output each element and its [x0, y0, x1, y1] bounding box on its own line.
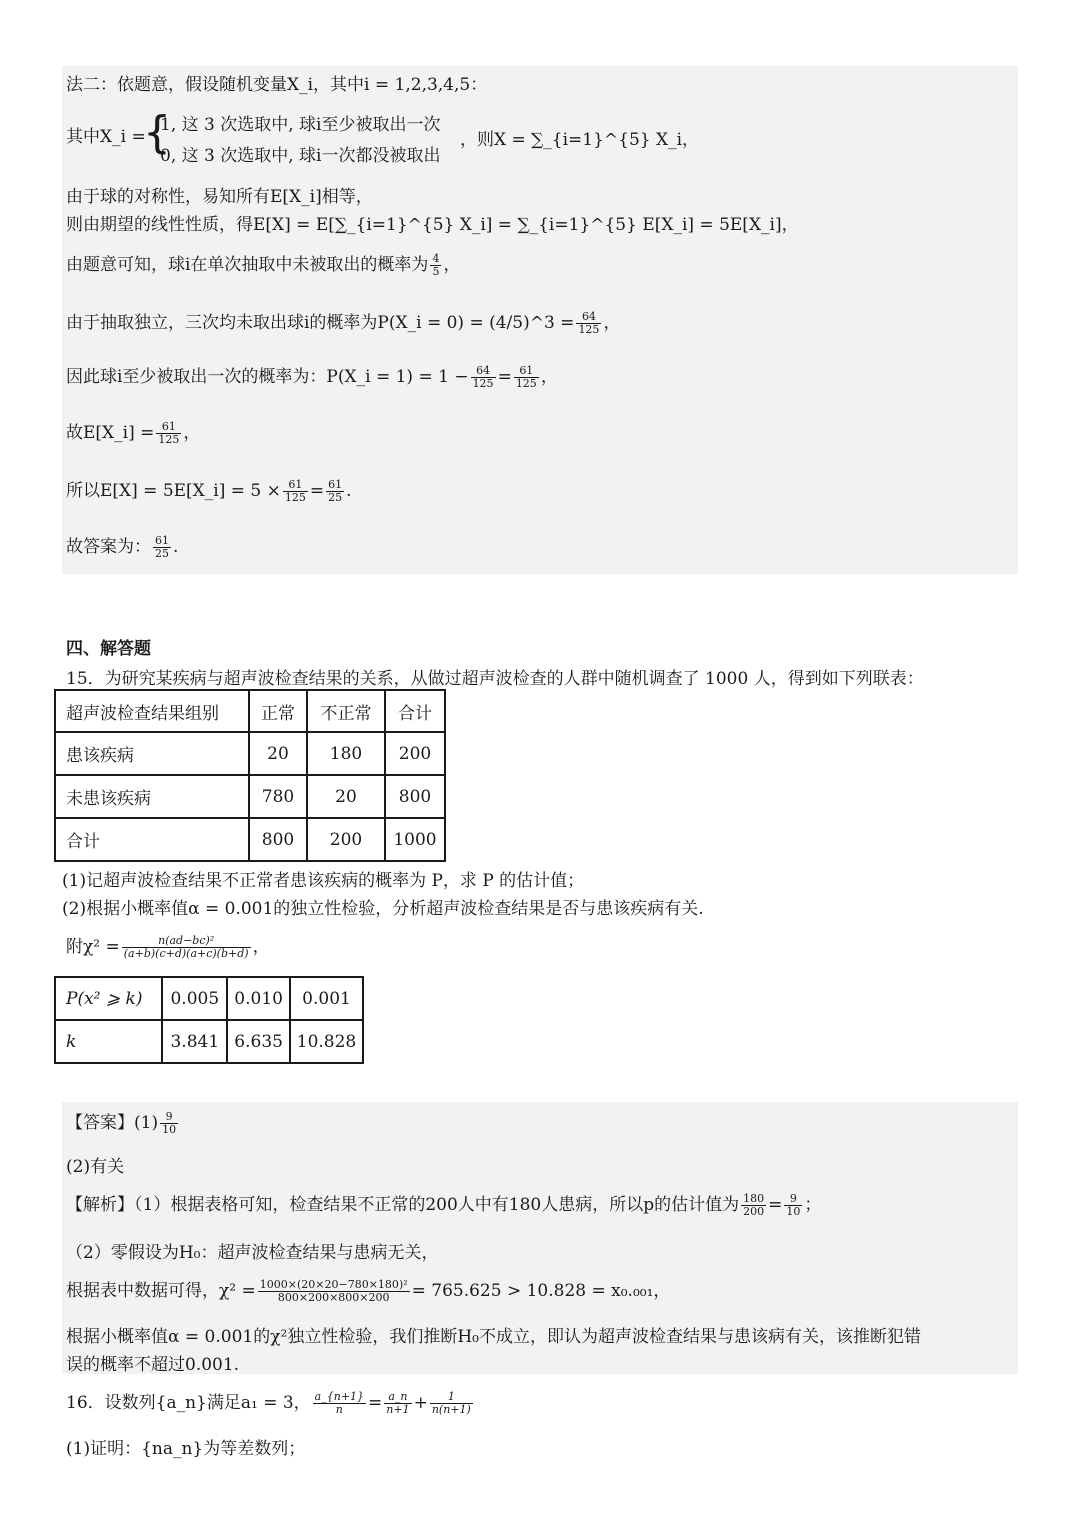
- question-16-part1: (1)证明：{na_n}为等差数列；: [66, 1439, 306, 1459]
- table-row: [55, 732, 445, 775]
- table-cell: 正常: [249, 690, 307, 732]
- method2-line7: 因此球i至少被取出一次的概率为：P(X_i = 1) = 1 − $\frac{64}{125}$ = $\frac{61}{125}$ ，: [66, 364, 558, 390]
- fraction: $\frac{1}{n(n+1)}$: [431, 1390, 471, 1416]
- q15-part2: (2)根据小概率值α = 0.001的独立性检验，分析超声波检查结果是否与患该疾病有关.: [62, 899, 704, 919]
- table-cell: 800: [249, 818, 307, 861]
- solution-line2: （2）零假设为H₀：超声波检查结果与患病无关，: [66, 1243, 439, 1263]
- method2-line2-prefix: 其中X_i =: [66, 127, 146, 147]
- table-cell: 不正常: [307, 690, 385, 732]
- table-cell: 20: [307, 775, 385, 818]
- method2-case1: 1, 这 3 次选取中, 球i至少被取出一次: [160, 115, 441, 135]
- question-16: 16．设数列{a_n}满足a₁ = 3， $\frac{a\_\{n+1\}}{n}$ = $\frac{a\_n}{n+1}$ + $\frac{1}{n(n+1)}$: [66, 1390, 471, 1416]
- table-cell: 3.841: [162, 1020, 227, 1063]
- fraction: $\frac{9}{10}$: [162, 1110, 177, 1136]
- method2-line2-suffix: ，则X = ∑_{i=1}^{5} X_i，: [460, 130, 700, 150]
- fraction: $\frac{61}{125}$: [158, 420, 180, 446]
- table-cell: 0.010: [227, 977, 290, 1020]
- fraction: $\frac{180}{200}$: [743, 1192, 765, 1218]
- method2-case0: 0, 这 3 次选取中, 球i一次都没被取出: [160, 146, 441, 166]
- solution-line5: 误的概率不超过0.001.: [66, 1355, 240, 1375]
- fraction: $\frac{\text{n(ad−bc)²}}{(a+b)(c+d)(a+c)(b+d)}$: [123, 934, 249, 960]
- brace-symbol: {: [143, 107, 171, 158]
- solution-line4: 根据小概率值α = 0.001的χ²独立性检验，我们推断H₀不成立，即认为超声波检查结果与患该病有关，该推断犯错: [66, 1327, 921, 1347]
- table-row: [55, 1020, 363, 1063]
- method2-line4: 则由期望的线性性质，得E[X] = E[∑_{i=1}^{5} X_i] = ∑_{i=1}^{5} E[X_i] = 5E[X_i]，: [66, 215, 799, 235]
- fraction: $\frac{a\_\{n+1\}}{n}$: [314, 1390, 365, 1416]
- table-cell: 1000: [385, 818, 445, 861]
- answer-line1: 【答案】(1) $\frac{9}{10}$: [66, 1110, 177, 1136]
- fraction: $\frac{a\_n}{n+1}$: [386, 1390, 410, 1416]
- section-heading: 四、解答题: [66, 639, 151, 659]
- table-row: [55, 775, 445, 818]
- table-cell: 患该疾病: [55, 732, 249, 775]
- table-cell: 200: [307, 818, 385, 861]
- table-cell: 超声波检查结果组别: [55, 690, 249, 732]
- fraction: $\frac{9}{10}$: [786, 1192, 801, 1218]
- table-cell: 未患该疾病: [55, 775, 249, 818]
- fraction: $\frac{61}{25}$: [328, 478, 343, 504]
- chi-square-formula: 附χ² = $\frac{\text{n(ad−bc)²}}{(a+b)(c+d)(a+c)(b+d)}$ ，: [66, 934, 270, 960]
- method2-line9: 所以E[X] = 5E[X_i] = 5 × $\frac{61}{125}$ = $\frac{61}{25}$ .: [66, 478, 352, 504]
- table-cell: 合计: [385, 690, 445, 732]
- table-cell: 200: [385, 732, 445, 775]
- method2-line5: 由题意可知，球i在单次抽取中未被取出的概率为 $\frac{4}{5}$ ，: [66, 252, 461, 278]
- method2-line6: 由于抽取独立，三次均未取出球i的概率为P(X_i = 0) = (4/5)^3 = $\frac{64}{125}$ ，: [66, 310, 621, 336]
- fraction: $\frac{\text{1000×(20×20−780×180)²}}{800\times 200\times 800\times 200}$: [259, 1278, 408, 1304]
- method2-line8: 故E[X_i] = $\frac{61}{125}$ ，: [66, 420, 201, 446]
- table-cell: 780: [249, 775, 307, 818]
- table-cell: k: [55, 1020, 162, 1063]
- fraction: $\frac{61}{25}$: [155, 534, 169, 560]
- fraction: $\frac{64}{125}$: [578, 310, 600, 336]
- method2-line3: 由于球的对称性，易知所有E[X_i]相等，: [66, 187, 373, 207]
- method2-line10: 故答案为： $\frac{61}{25}$ .: [66, 534, 179, 560]
- method2-line1: 法二：依题意，假设随机变量X_i，其中i = 1,2,3,4,5：: [66, 75, 488, 95]
- fraction: $\frac{4}{5}$: [432, 252, 440, 278]
- table-cell: 0.005: [162, 977, 227, 1020]
- answer-line2: (2)有关: [66, 1157, 125, 1177]
- solution-line1: 【解析】（1）根据表格可知，检查结果不正常的200人中有180人患病，所以p的估计值为 $\frac{180}{200}$ = $\frac{9}{10}$ ；: [66, 1192, 822, 1218]
- fraction: $\frac{61}{125}$: [515, 364, 537, 390]
- critical-value-table: [54, 976, 364, 1064]
- table-cell: 800: [385, 775, 445, 818]
- contingency-table: [54, 689, 446, 862]
- line5-text: 由题意可知，球i在单次抽取中未被取出的概率为: [66, 255, 429, 275]
- table-cell: 6.635: [227, 1020, 290, 1063]
- table-cell: 20: [249, 732, 307, 775]
- table-cell: 180: [307, 732, 385, 775]
- table-cell: 合计: [55, 818, 249, 861]
- solution-line3: 根据表中数据可得，χ² = $\frac{\text{1000×(20×20−780×180)²}}{800\times 200\times 800\times 200}$ = 765.625 > 10.828 = x₀.₀₀₁，: [66, 1278, 671, 1304]
- table-header-row: [55, 690, 445, 732]
- fraction: $\frac{61}{125}$: [284, 478, 306, 504]
- table-cell: P(x² ⩾ k): [55, 977, 162, 1020]
- table-row: [55, 818, 445, 861]
- table-cell: 0.001: [290, 977, 363, 1020]
- table-row: [55, 977, 363, 1020]
- q15-part1: (1)记超声波检查结果不正常者患该疾病的概率为 P，求 P 的估计值；: [62, 871, 585, 891]
- fraction: $\frac{64}{125}$: [472, 364, 494, 390]
- question-15: 15．为研究某疾病与超声波检查结果的关系，从做过超声波检查的人群中随机调查了 1000 人，得到如下列联表：: [66, 669, 924, 689]
- table-cell: 10.828: [290, 1020, 363, 1063]
